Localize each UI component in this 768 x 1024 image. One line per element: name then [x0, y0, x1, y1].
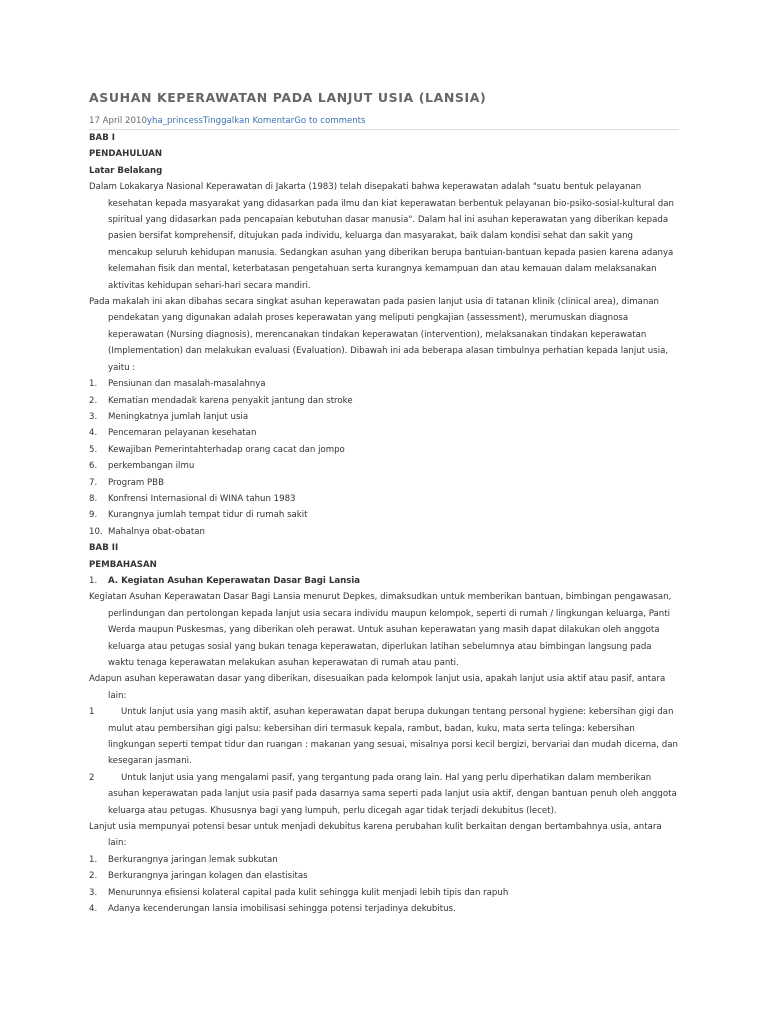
list-item [89, 442, 679, 458]
care-item [89, 770, 679, 819]
list-item [89, 475, 679, 491]
section-heading: Latar Belakang [89, 165, 163, 176]
list-item-text: Kurangnya jumlah tempat tidur di rumah sakit [108, 510, 308, 521]
list-item-text: Kematian mendadak karena penyakit jantung dan stroke [108, 395, 353, 406]
list-item [89, 491, 679, 507]
article [89, 88, 679, 918]
care-item [89, 704, 679, 770]
list-number: 7. [89, 477, 98, 488]
paragraph: Dalam Lokakarya Nasional Keperawatan di Jakarta (1983) telah disepakati bahwa keperawatan adalah "suatu bentuk pelayanan kesehatan kepada masyarakat yang didasarkan pada ilmu dan kiat keperawatan berbentuk pelayanan bio-psiko-sosial-kultural dan spiritual yang didasarkan pada pencapaian kebutuhan dasar manusia". Dalam hal ini asuhan keperawatan yang diberikan kepada pasien bersifat komprehensif, ditujukan pada individu, keluarga dan masyarakat, baik dalam kondisi sehat dan sakit yang mencakup seluruh kehidupan manusia. Sedangkan asuhan yang diberikan berupa bantuian-bantuan kepada pasien karena adanya kelemahan fisik dan mental, keterbatasan pengetahuan serta kurangnya kemampuan dan atau kemauan dalam melaksanakan aktivitas kehidupan sehari-hari secara mandiri. [89, 182, 674, 291]
list-number: 3. [89, 887, 98, 898]
list-item-text: Pencemaran pelayanan kesehatan [108, 428, 257, 439]
list-number: 4. [89, 428, 98, 439]
list-number: 1 [89, 707, 95, 718]
section-heading: A. Kegiatan Asuhan Keperawatan Dasar Bagi Lansia [108, 575, 361, 586]
author-link[interactable]: yha_princess [146, 116, 203, 126]
list-number: 8. [89, 493, 98, 504]
list-item-text: perkembangan ilmu [108, 461, 195, 472]
list-number: 3. [89, 411, 98, 422]
list-number: 1. [89, 379, 98, 390]
chapter-title: PEMBAHASAN [89, 559, 157, 570]
list-number: 2. [89, 871, 98, 882]
section-heading-item [89, 573, 679, 589]
list-item [89, 868, 679, 884]
list-number: 2 [89, 772, 95, 783]
post-date: 17 April 2010 [89, 116, 147, 126]
list-item [89, 376, 679, 392]
list-item-text: Meningkatnya jumlah lanjut usia [108, 411, 249, 422]
list-item [89, 409, 679, 425]
list-item-text: Berkurangnya jaringan lemak subkutan [108, 854, 278, 865]
list-number: 1. [89, 854, 98, 865]
list-number: 10. [89, 526, 103, 537]
go-to-comments-link[interactable]: Go to comments [294, 116, 366, 126]
list-number: 1. [89, 575, 98, 586]
chapter-title: PENDAHULUAN [89, 149, 163, 160]
leave-comment-link[interactable]: Tinggalkan Komentar [202, 116, 295, 126]
list-item-text: Pensiunan dan masalah-masalahnya [108, 379, 266, 390]
list-item [89, 393, 679, 409]
care-item-text: Untuk lanjut usia yang masih aktif, asuhan keperawatan dapat berupa dukungan tentang personal hygiene: kebersihan gigi dan mulut atau pembersihan gigi palsu: kebersihan diri termasuk kepala, rambut, badan, kuku, mata serta telinga: kebersihan lingkungan seperti tempat tidur dan ruangan : makanan yang sesuai, misalnya porsi kecil bergizi, bervariai dan mudah dicerna, dan kesegaran jasmani. [108, 707, 678, 767]
list-number: 2. [89, 395, 98, 406]
skin-changes-list [89, 852, 679, 918]
list-item-text: Kewajiban Pemerintahterhadap orang cacat dan jompo [108, 444, 345, 455]
list-item-text: Adanya kecenderungan lansia imobilisasi sehingga potensi terjadinya dekubitus. [108, 904, 456, 915]
post-meta [89, 114, 679, 130]
chapter-heading: BAB I [89, 133, 115, 143]
article-body [89, 130, 679, 918]
list-item [89, 524, 679, 540]
list-item [89, 507, 679, 523]
list-item-text: Berkurangnya jaringan kolagen dan elastisitas [108, 871, 308, 882]
list-number: 4. [89, 904, 98, 915]
list-item [89, 458, 679, 474]
list-item [89, 425, 679, 441]
list-number: 9. [89, 510, 98, 521]
care-item-text: Untuk lanjut usia yang mengalami pasif, yang tergantung pada orang lain. Hal yang perlu diperhatikan dalam memberikan asuhan keperawatan pada lanjut usia pasif pada dasarnya sama seperti pada lanjut usia aktif, dengan bantuan penuh oleh anggota keluarga atau petugas. Khususnya bagi yang lumpuh, perlu dicegah agar tidak terjadi dekubitus (lecet). [108, 772, 677, 816]
list-item-text: Program PBB [108, 477, 164, 488]
list-item-text: Konfrensi Internasional di WINA tahun 1983 [108, 493, 296, 504]
paragraph: Adapun asuhan keperawatan dasar yang diberikan, disesuaikan pada kelompok lanjut usia, apakah lanjut usia aktif atau pasif, antara lain: [89, 674, 666, 701]
list-item [89, 852, 679, 868]
list-item [89, 885, 679, 901]
paragraph: Kegiatan Asuhan Keperawatan Dasar Bagi Lansia menurut Depkes, dimaksudkan untuk memberikan bantuan, bimbingan pengawasan, perlindungan dan pertolongan kepada lanjut usia secara individu maupun kelompok, seperti di rumah / lingkungan keluarga, Panti Werda maupun Puskesmas, yang diberikan oleh perawat. Untuk asuhan keperawatan yang masih dapat dilakukan oleh anggota keluarga atau petugas sosial yang bukan tenaga keperawatan, diperlukan latihan sebelumnya atau bimbingan langsung pada waktu tenaga keperawatan melakukan asuhan keperawatan di rumah atau panti. [89, 592, 672, 668]
reasons-list [89, 376, 679, 540]
list-number: 5. [89, 444, 98, 455]
paragraph: Lanjut usia mempunyai potensi besar untuk menjadi dekubitus karena perubahan kulit berkaitan dengan bertambahnya usia, antara lain: [89, 822, 662, 849]
article-title: ASUHAN KEPERAWATAN PADA LANJUT USIA (LANSIA) [89, 90, 487, 105]
paragraph: Pada makalah ini akan dibahas secara singkat asuhan keperawatan pada pasien lanjut usia di tatanan klinik (clinical area), dimanan pendekatan yang digunakan adalah proses keperawatan yang meliputi pengkajian (assessment), merumuskan diagnosa keperawatan (Nursing diagnosis), merencanakan tindakan keperawatan (intervention), melaksanakan tindakan keperawatan (Implementation) dan melakukan evaluasi (Evaluation). Dibawah ini ada beberapa alasan timbulnya perhatian kepada lanjut usia, yaitu : [89, 297, 669, 373]
list-number: 6. [89, 461, 98, 472]
chapter-heading: BAB II [89, 543, 119, 554]
list-item [89, 901, 679, 917]
list-item-text: Mahalnya obat-obatan [108, 526, 205, 537]
list-item-text: Menurunnya efisiensi kolateral capital pada kulit sehingga kulit menjadi lebih tipis dan rapuh [108, 887, 509, 898]
